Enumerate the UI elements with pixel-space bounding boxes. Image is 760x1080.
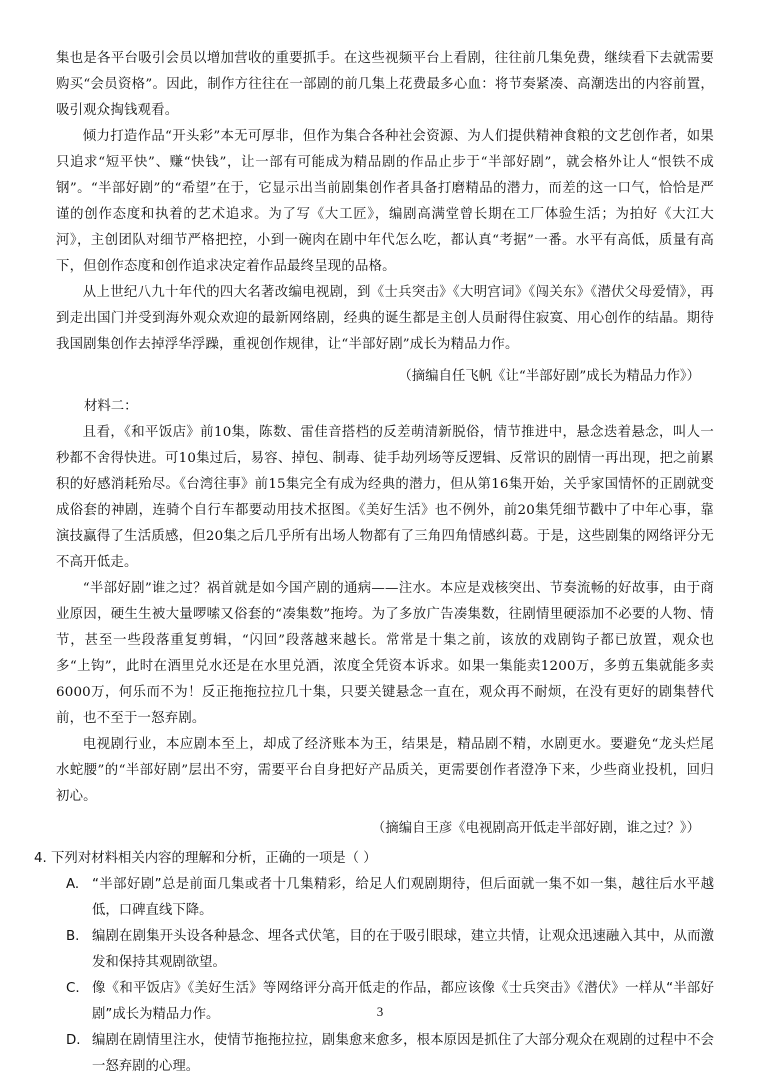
- source-citation: （摘编自任飞帆《让“半部好剧”成长为精品力作》）: [398, 369, 700, 384]
- option-key: D.: [66, 1033, 81, 1048]
- option-b: [66, 924, 714, 976]
- source-citation: （摘编自王彦《电视剧高开低走半部好剧，谁之过？》）: [371, 821, 700, 836]
- paragraph: 且看，《和平饭店》前10集，陈数、雷佳音搭档的反差萌清新脱俗，情节推进中，悬念迭着悬念，叫人一秒都不舍得快进。可10集过后，易容、掉包、制毒、徒手劫列场等反逻辑、反常识的剧情一再出现，把之前累积的好感消耗殆尽。《台湾往事》前15集完全有成为经典的潜力，但从第16集开始，关乎家国情怀的正剧就变成俗套的神剧，连骑个自行车都要动用技术抠图。《美好生活》也不例外，前20集凭细节戳中了中年心事，靠演技赢得了生活质感，但20集之后几乎所有出场人物都有了三角四角情感纠葛。于是，这些剧集的网络评分无不高开低走。: [56, 425, 714, 570]
- paragraph: “半部好剧”谁之过？祸首就是如今国产剧的通病——注水。本应是戏核突出、节奏流畅的好故事，由于商业原因，硬生生被大量啰嗦又俗套的“凑集数”拖垮。为了多放广告凑集数，往剧情里硬添加不必要的人物、情节，甚至一些段落重复剪辑，“闪回”段落越来越长。常常是十集之前，该放的戏剧钩子都已放置，观众也多“上钩”，此时在酒里兑水还是在水里兑酒，浓度全凭资本诉求。如果一集能卖1200万，多剪五集就能多卖6000万，何乐而不为！反正拖拖拉拉几十集，只要关键悬念一直在，观众再不耐烦，在没有更好的剧集替代前，也不至于一怒弃剧。: [56, 581, 714, 726]
- option-text: 像《和平饭店》《美好生活》等网络评分高开低走的作品，都应该像《士兵突击》《潜伏》一样从“半部好剧”成长为精品力作。: [92, 981, 714, 1022]
- option-key: B.: [66, 929, 80, 944]
- option-a: [66, 872, 714, 924]
- option-key: A.: [66, 877, 80, 892]
- option-d: [66, 1028, 714, 1080]
- paragraph: 从上世纪八九十年代的四大名著改编电视剧，到《士兵突击》《大明宫词》《闯关东》《潜伏父母爱情》，再到走出国门并受到海外观众欢迎的最新网络剧，经典的诞生都是主创人员耐得住寂寞、用心创作的结晶。期待我国剧集创作去掉浮华浮躁，重视创作规律，让“半部好剧”成长为精品力作。: [56, 285, 714, 352]
- option-c: [66, 976, 714, 1028]
- option-text: “半部好剧”总是前面几集或者十几集精彩，给足人们观剧期待，但后面就一集不如一集，越往后水平越低，口碑直线下降。: [92, 877, 714, 918]
- material-label: 材料二：: [84, 399, 138, 414]
- paragraph: 倾力打造作品“开头彩”本无可厚非，但作为集合各种社会资源、为人们提供精神食粮的文艺创作者，如果只追求“短平快”、赚“快钱”，让一部有可能成为精品剧的作品止步于“半部好剧”，就会格外让人“恨铁不成钢”。“半部好剧”的“希望”在于，它显示出当前剧集创作者具备打磨精品的潜力，而差的这一口气，恰恰是严谨的创作态度和执着的艺术追求。为了写《大工匠》，编剧高满堂曾长期在工厂体验生活；为拍好《大江大河》，主创团队对细节严格把控，小到一碗肉在剧中年代怎么吃，都认真“考据”一番。水平有高低，质量有高下，但创作态度和创作追求决定着作品最终呈现的品格。: [56, 129, 714, 274]
- option-text: 编剧在剧情里注水，使情节拖拖拉拉，剧集愈来愈多，根本原因是抓住了大部分观众在观剧的过程中不会一怒弃剧的心理。: [92, 1033, 714, 1074]
- paragraph: 电视剧行业，本应剧本至上，却成了经济账本为王，结果是，精品剧不精，水剧更水。要避免“龙头烂尾水蛇腰”的“半部好剧”层出不穷，需要平台自身把好产品质关，更需要创作者澄净下来，少些商业投机，回归初心。: [56, 737, 714, 804]
- paragraph-continued: 集也是各平台吸引会员以增加营收的重要抓手。在这些视频平台上看剧，往往前几集免费，继续看下去就需要购买“会员资格”。因此，制作方往往在一部剧的前几集上花费最多心血：将节奏紧凑、高潮迭出的内容前置，吸引观众掏钱观看。: [56, 51, 714, 118]
- option-key: C.: [66, 981, 80, 996]
- option-text: 编剧在剧集开头设各种悬念、埋各式伏笔，目的在于吸引眼球，建立共情，让观众迅速融入其中，从而激发和保持其观剧欲望。: [92, 929, 714, 970]
- question-stem: 4. 下列对材料相关内容的理解和分析，正确的一项是（ ）: [34, 851, 377, 866]
- page-number: 3: [376, 1004, 384, 1019]
